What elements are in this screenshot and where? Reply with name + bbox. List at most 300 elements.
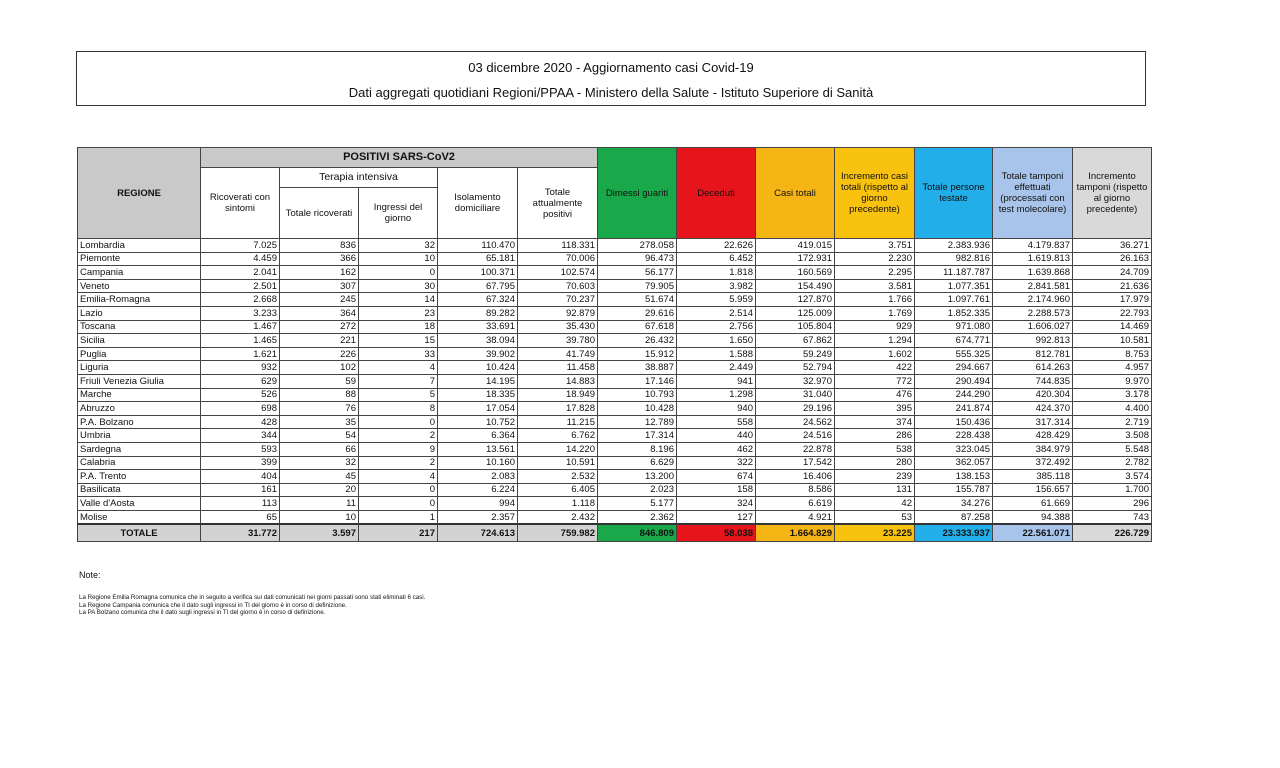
cell-ingressi: 18 [359,320,438,334]
cell-persone-testate: 294.667 [915,361,993,375]
cell-isolamento: 38.094 [438,334,518,348]
cell-tamponi: 4.179.837 [993,239,1073,253]
header-totale-positivi: Totale attualmente positivi [518,168,598,239]
cell-incremento-casi: 476 [835,388,915,402]
covid-data-table [77,147,1152,542]
cell-dimessi: 8.196 [598,442,677,456]
cell-deceduti: 22.626 [677,239,756,253]
total-row [78,524,1152,542]
cell-casi-totali: 172.931 [756,252,835,266]
cell-dimessi: 56.177 [598,266,677,280]
total-ingressi: 217 [359,524,438,542]
cell-totale-positivi: 11.215 [518,415,598,429]
cell-persone-testate: 138.153 [915,470,993,484]
header-dimessi: Dimessi guariti [598,148,677,239]
cell-deceduti: 324 [677,497,756,511]
table-row [78,510,1152,524]
table-row [78,497,1152,511]
cell-ingressi: 33 [359,347,438,361]
cell-tamponi: 744.835 [993,374,1073,388]
cell-isolamento: 994 [438,497,518,511]
cell-dimessi: 29.616 [598,306,677,320]
cell-ricoverati: 1.465 [201,334,280,348]
cell-persone-testate: 555.325 [915,347,993,361]
cell-isolamento: 67.324 [438,293,518,307]
cell-incremento-tamponi: 2.719 [1073,415,1152,429]
cell-dimessi: 96.473 [598,252,677,266]
cell-totale-ricoverati: 66 [280,442,359,456]
cell-dimessi: 2.362 [598,510,677,524]
cell-casi-totali: 4.921 [756,510,835,524]
cell-incremento-tamponi: 36.271 [1073,239,1152,253]
cell-isolamento: 10.160 [438,456,518,470]
cell-persone-testate: 1.077.351 [915,279,993,293]
header-casi-totali: Casi totali [756,148,835,239]
table-row [78,456,1152,470]
cell-ricoverati: 7.025 [201,239,280,253]
total-incremento-tamponi: 226.729 [1073,524,1152,542]
cell-ingressi: 15 [359,334,438,348]
cell-ingressi: 8 [359,402,438,416]
cell-persone-testate: 244.290 [915,388,993,402]
table-row [78,442,1152,456]
cell-totale-ricoverati: 307 [280,279,359,293]
cell-totale-ricoverati: 245 [280,293,359,307]
cell-casi-totali: 125.009 [756,306,835,320]
cell-ingressi: 0 [359,415,438,429]
cell-dimessi: 51.674 [598,293,677,307]
cell-deceduti: 1.818 [677,266,756,280]
cell-isolamento: 6.364 [438,429,518,443]
cell-incremento-tamponi: 22.793 [1073,306,1152,320]
cell-ingressi: 23 [359,306,438,320]
cell-tamponi: 428.429 [993,429,1073,443]
cell-isolamento: 10.424 [438,361,518,375]
cell-region: Friuli Venezia Giulia [78,374,201,388]
cell-isolamento: 17.054 [438,402,518,416]
cell-isolamento: 39.902 [438,347,518,361]
cell-tamponi: 2.841.581 [993,279,1073,293]
cell-ingressi: 9 [359,442,438,456]
cell-deceduti: 2.756 [677,320,756,334]
header-terapia-intensiva: Terapia intensiva [280,168,438,188]
cell-totale-ricoverati: 102 [280,361,359,375]
cell-ingressi: 4 [359,361,438,375]
header-incremento-casi: Incremento casi totali (rispetto al giorno precedente) [835,148,915,239]
cell-casi-totali: 24.562 [756,415,835,429]
table-row [78,483,1152,497]
total-incremento-casi: 23.225 [835,524,915,542]
total-totale-ricoverati: 3.597 [280,524,359,542]
cell-totale-positivi: 41.749 [518,347,598,361]
cell-dimessi: 5.177 [598,497,677,511]
cell-totale-positivi: 14.220 [518,442,598,456]
total-persone-testate: 23.333.937 [915,524,993,542]
cell-dimessi: 10.793 [598,388,677,402]
cell-isolamento: 100.371 [438,266,518,280]
cell-ingressi: 32 [359,239,438,253]
total-ricoverati: 31.772 [201,524,280,542]
cell-dimessi: 15.912 [598,347,677,361]
cell-ingressi: 30 [359,279,438,293]
note-line: La Regione Emilia Romagna comunica che in seguito a verifica sui dati comunicati nei giorni passati sono stati eliminati 6 casi. [79,594,426,601]
cell-region: Valle d'Aosta [78,497,201,511]
cell-totale-positivi: 118.331 [518,239,598,253]
cell-casi-totali: 22.878 [756,442,835,456]
cell-deceduti: 941 [677,374,756,388]
cell-tamponi: 61.669 [993,497,1073,511]
report-subtitle: Dati aggregati quotidiani Regioni/PPAA - Ministero della Salute - Istituto Superiore di Sanità [348,85,874,100]
cell-incremento-casi: 538 [835,442,915,456]
cell-region: Toscana [78,320,201,334]
cell-totale-positivi: 17.828 [518,402,598,416]
cell-totale-positivi: 18.949 [518,388,598,402]
cell-tamponi: 1.619.813 [993,252,1073,266]
cell-incremento-tamponi: 14.469 [1073,320,1152,334]
cell-ricoverati: 2.501 [201,279,280,293]
cell-dimessi: 38.887 [598,361,677,375]
cell-ricoverati: 4.459 [201,252,280,266]
cell-region: Marche [78,388,201,402]
cell-incremento-tamponi: 743 [1073,510,1152,524]
cell-incremento-tamponi: 4.957 [1073,361,1152,375]
cell-persone-testate: 2.383.936 [915,239,993,253]
report-title: 03 dicembre 2020 - Aggiornamento casi Covid-19 [468,60,754,75]
cell-deceduti: 5.959 [677,293,756,307]
cell-totale-positivi: 6.405 [518,483,598,497]
cell-persone-testate: 11.187.787 [915,266,993,280]
cell-isolamento: 67.795 [438,279,518,293]
cell-ricoverati: 629 [201,374,280,388]
table-row [78,320,1152,334]
table-row [78,279,1152,293]
cell-ingressi: 0 [359,483,438,497]
cell-dimessi: 17.146 [598,374,677,388]
cell-deceduti: 558 [677,415,756,429]
cell-region: Piemonte [78,252,201,266]
cell-ricoverati: 2.668 [201,293,280,307]
cell-isolamento: 13.561 [438,442,518,456]
cell-persone-testate: 155.787 [915,483,993,497]
cell-ricoverati: 161 [201,483,280,497]
cell-persone-testate: 150.436 [915,415,993,429]
cell-ricoverati: 593 [201,442,280,456]
cell-incremento-tamponi: 2.782 [1073,456,1152,470]
total-casi-totali: 1.664.829 [756,524,835,542]
cell-dimessi: 67.618 [598,320,677,334]
cell-region: Lazio [78,306,201,320]
cell-totale-ricoverati: 162 [280,266,359,280]
cell-totale-positivi: 14.883 [518,374,598,388]
cell-tamponi: 420.304 [993,388,1073,402]
note-line: La Regione Campania comunica che il dato sugli ingressi in TI del giorno è in corso di definizione. [79,601,347,609]
total-tamponi: 22.561.071 [993,524,1073,542]
cell-dimessi: 17.314 [598,429,677,443]
header-deceduti: Deceduti [677,148,756,239]
cell-ricoverati: 1.467 [201,320,280,334]
cell-region: P.A. Trento [78,470,201,484]
header-ingressi: Ingressi del giorno [359,188,438,239]
cell-ricoverati: 399 [201,456,280,470]
cell-ricoverati: 3.233 [201,306,280,320]
cell-incremento-tamponi: 9.970 [1073,374,1152,388]
cell-persone-testate: 34.276 [915,497,993,511]
header-isolamento: Isolamento domiciliare [438,168,518,239]
cell-region: Emilia-Romagna [78,293,201,307]
cell-deceduti: 1.588 [677,347,756,361]
cell-totale-ricoverati: 54 [280,429,359,443]
total-deceduti: 58.038 [677,524,756,542]
cell-casi-totali: 16.406 [756,470,835,484]
cell-region: Veneto [78,279,201,293]
table-row [78,402,1152,416]
total-region: TOTALE [78,524,201,542]
cell-incremento-casi: 280 [835,456,915,470]
table-row [78,347,1152,361]
cell-casi-totali: 52.794 [756,361,835,375]
cell-totale-ricoverati: 272 [280,320,359,334]
header-persone-testate: Totale persone testate [915,148,993,239]
cell-incremento-casi: 1.769 [835,306,915,320]
cell-dimessi: 2.023 [598,483,677,497]
cell-incremento-casi: 2.295 [835,266,915,280]
cell-incremento-tamponi: 21.636 [1073,279,1152,293]
cell-ricoverati: 526 [201,388,280,402]
cell-region: Molise [78,510,201,524]
cell-totale-ricoverati: 45 [280,470,359,484]
notes-section [79,570,425,617]
cell-ingressi: 0 [359,497,438,511]
cell-casi-totali: 154.490 [756,279,835,293]
total-isolamento: 724.613 [438,524,518,542]
cell-casi-totali: 67.862 [756,334,835,348]
total-totale-positivi: 759.982 [518,524,598,542]
cell-casi-totali: 8.586 [756,483,835,497]
cell-ricoverati: 698 [201,402,280,416]
cell-deceduti: 2.449 [677,361,756,375]
cell-incremento-casi: 772 [835,374,915,388]
cell-totale-ricoverati: 59 [280,374,359,388]
cell-deceduti: 940 [677,402,756,416]
cell-incremento-casi: 422 [835,361,915,375]
cell-casi-totali: 59.249 [756,347,835,361]
cell-incremento-casi: 395 [835,402,915,416]
cell-totale-ricoverati: 364 [280,306,359,320]
cell-incremento-casi: 3.581 [835,279,915,293]
cell-incremento-tamponi: 17.979 [1073,293,1152,307]
cell-region: Lombardia [78,239,201,253]
cell-deceduti: 440 [677,429,756,443]
cell-incremento-tamponi: 5.548 [1073,442,1152,456]
cell-dimessi: 278.058 [598,239,677,253]
cell-totale-ricoverati: 11 [280,497,359,511]
cell-tamponi: 992.813 [993,334,1073,348]
notes-title: Note: [79,570,101,580]
cell-deceduti: 2.514 [677,306,756,320]
cell-totale-positivi: 39.780 [518,334,598,348]
cell-persone-testate: 674.771 [915,334,993,348]
cell-totale-ricoverati: 221 [280,334,359,348]
cell-totale-positivi: 2.532 [518,470,598,484]
cell-totale-ricoverati: 366 [280,252,359,266]
cell-tamponi: 2.288.573 [993,306,1073,320]
cell-totale-positivi: 70.603 [518,279,598,293]
cell-deceduti: 1.298 [677,388,756,402]
cell-incremento-tamponi: 24.709 [1073,266,1152,280]
cell-region: Sardegna [78,442,201,456]
cell-ingressi: 0 [359,266,438,280]
cell-persone-testate: 228.438 [915,429,993,443]
cell-isolamento: 2.357 [438,510,518,524]
cell-incremento-tamponi: 3.178 [1073,388,1152,402]
cell-ricoverati: 404 [201,470,280,484]
cell-ingressi: 2 [359,456,438,470]
cell-casi-totali: 419.015 [756,239,835,253]
cell-deceduti: 322 [677,456,756,470]
header-tamponi: Totale tamponi effettuati (processati con test molecolare) [993,148,1073,239]
cell-casi-totali: 127.870 [756,293,835,307]
cell-tamponi: 156.657 [993,483,1073,497]
cell-totale-positivi: 6.762 [518,429,598,443]
cell-tamponi: 372.492 [993,456,1073,470]
cell-tamponi: 1.606.027 [993,320,1073,334]
cell-isolamento: 14.195 [438,374,518,388]
cell-persone-testate: 241.874 [915,402,993,416]
cell-region: Umbria [78,429,201,443]
cell-dimessi: 26.432 [598,334,677,348]
header-incremento-tamponi: Incremento tamponi (rispetto al giorno precedente) [1073,148,1152,239]
cell-ingressi: 5 [359,388,438,402]
cell-isolamento: 2.083 [438,470,518,484]
cell-dimessi: 13.200 [598,470,677,484]
cell-tamponi: 317.314 [993,415,1073,429]
table-row [78,306,1152,320]
table-row [78,239,1152,253]
cell-casi-totali: 17.542 [756,456,835,470]
cell-persone-testate: 982.816 [915,252,993,266]
cell-incremento-casi: 131 [835,483,915,497]
cell-totale-positivi: 70.006 [518,252,598,266]
cell-ingressi: 14 [359,293,438,307]
cell-persone-testate: 1.097.761 [915,293,993,307]
header-ricoverati: Ricoverati con sintomi [201,168,280,239]
cell-tamponi: 2.174.960 [993,293,1073,307]
cell-persone-testate: 290.494 [915,374,993,388]
cell-incremento-tamponi: 8.753 [1073,347,1152,361]
cell-persone-testate: 971.080 [915,320,993,334]
cell-totale-positivi: 70.237 [518,293,598,307]
cell-incremento-tamponi: 26.163 [1073,252,1152,266]
cell-isolamento: 10.752 [438,415,518,429]
cell-dimessi: 10.428 [598,402,677,416]
cell-incremento-tamponi: 3.508 [1073,429,1152,443]
cell-dimessi: 6.629 [598,456,677,470]
cell-totale-positivi: 10.591 [518,456,598,470]
cell-incremento-casi: 2.230 [835,252,915,266]
cell-totale-positivi: 2.432 [518,510,598,524]
cell-region: Basilicata [78,483,201,497]
table-row [78,429,1152,443]
cell-incremento-casi: 239 [835,470,915,484]
cell-tamponi: 812.781 [993,347,1073,361]
cell-incremento-casi: 42 [835,497,915,511]
cell-deceduti: 3.982 [677,279,756,293]
cell-persone-testate: 323.045 [915,442,993,456]
cell-dimessi: 79.905 [598,279,677,293]
note-line: La PA Bolzano comunica che il dato sugli ingressi in TI del giorno è in corso di definizione. [79,609,326,616]
cell-ricoverati: 344 [201,429,280,443]
table-body [78,239,1152,542]
cell-totale-ricoverati: 32 [280,456,359,470]
cell-persone-testate: 87.258 [915,510,993,524]
cell-casi-totali: 24.516 [756,429,835,443]
cell-tamponi: 424.370 [993,402,1073,416]
cell-region: Sicilia [78,334,201,348]
cell-tamponi: 384.979 [993,442,1073,456]
header-totale-ricoverati: Totale ricoverati [280,188,359,239]
cell-isolamento: 89.282 [438,306,518,320]
cell-tamponi: 385.118 [993,470,1073,484]
cell-ingressi: 2 [359,429,438,443]
cell-isolamento: 6.224 [438,483,518,497]
cell-deceduti: 1.650 [677,334,756,348]
cell-totale-ricoverati: 836 [280,239,359,253]
table-row [78,252,1152,266]
cell-deceduti: 462 [677,442,756,456]
cell-totale-ricoverati: 88 [280,388,359,402]
cell-ricoverati: 1.621 [201,347,280,361]
total-dimessi: 846.809 [598,524,677,542]
cell-region: Liguria [78,361,201,375]
table-row [78,334,1152,348]
cell-isolamento: 65.181 [438,252,518,266]
cell-deceduti: 158 [677,483,756,497]
table-row [78,470,1152,484]
cell-region: Abruzzo [78,402,201,416]
header-positivi: POSITIVI SARS-CoV2 [201,148,598,168]
cell-incremento-tamponi: 10.581 [1073,334,1152,348]
cell-incremento-casi: 1.766 [835,293,915,307]
report-title-box [76,51,1146,106]
cell-totale-positivi: 102.574 [518,266,598,280]
cell-ricoverati: 113 [201,497,280,511]
cell-ricoverati: 428 [201,415,280,429]
cell-ingressi: 1 [359,510,438,524]
table-row [78,374,1152,388]
cell-ricoverati: 2.041 [201,266,280,280]
cell-isolamento: 18.335 [438,388,518,402]
cell-tamponi: 1.639.868 [993,266,1073,280]
table-row [78,388,1152,402]
cell-incremento-casi: 929 [835,320,915,334]
cell-isolamento: 110.470 [438,239,518,253]
cell-ingressi: 10 [359,252,438,266]
cell-totale-positivi: 92.879 [518,306,598,320]
cell-totale-positivi: 11.458 [518,361,598,375]
cell-totale-ricoverati: 20 [280,483,359,497]
cell-deceduti: 674 [677,470,756,484]
table-row [78,361,1152,375]
cell-persone-testate: 362.057 [915,456,993,470]
cell-casi-totali: 105.804 [756,320,835,334]
cell-persone-testate: 1.852.335 [915,306,993,320]
cell-region: Campania [78,266,201,280]
cell-casi-totali: 6.619 [756,497,835,511]
cell-incremento-casi: 286 [835,429,915,443]
cell-casi-totali: 29.196 [756,402,835,416]
cell-totale-positivi: 35.430 [518,320,598,334]
cell-deceduti: 127 [677,510,756,524]
